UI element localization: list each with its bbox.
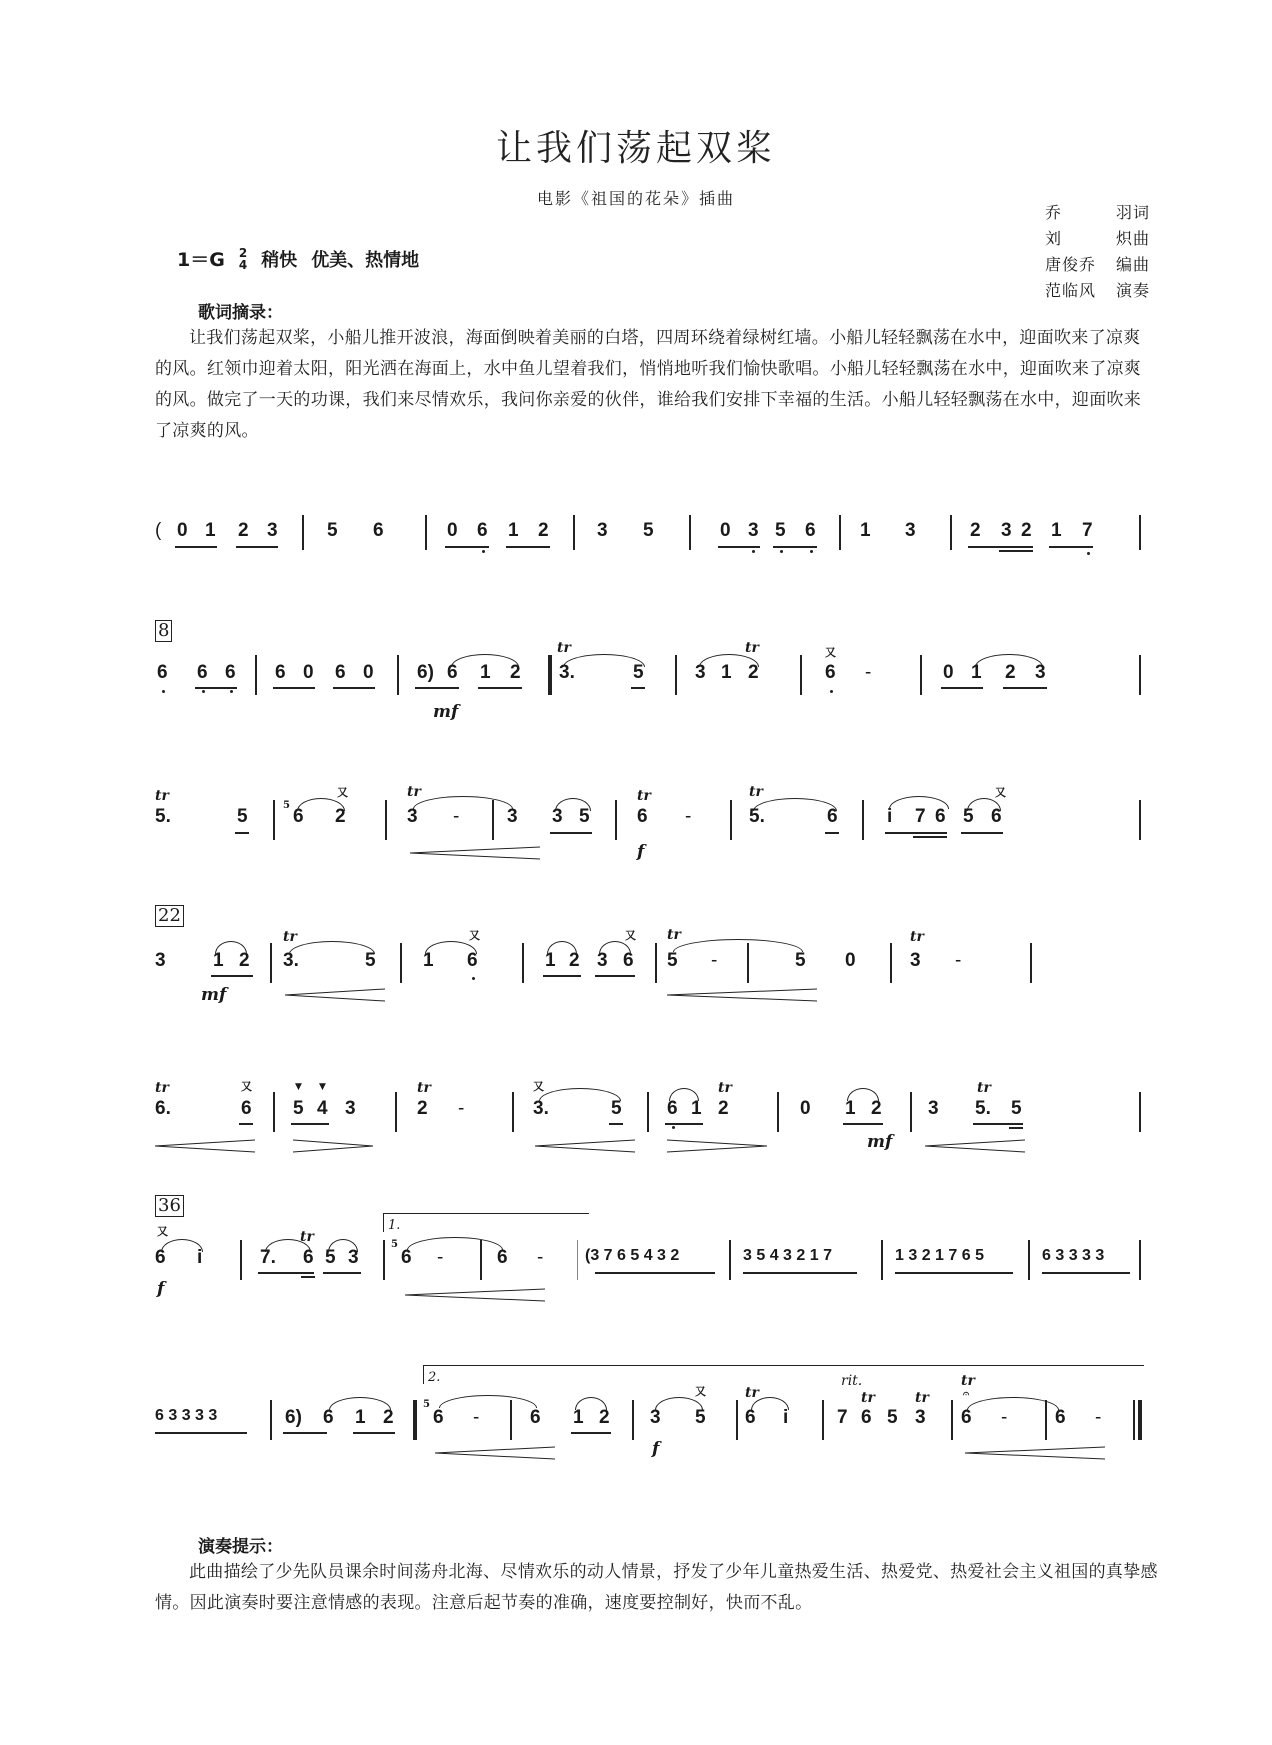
barline <box>492 800 494 840</box>
crescendo-hairpin <box>285 987 385 1006</box>
barline <box>615 800 617 840</box>
note: 3 <box>928 1098 939 1119</box>
barline <box>270 943 272 983</box>
tips-text: 此曲描绘了少先队员课余时间荡舟北海、尽情欢乐的动人情景，抒发了少年儿童热爱生活、热爱党、热爱社会主义祖国的真挚感情。因此演奏时要注意情感的表现。注意后起节奏的准确，速度要控制好，快而不乱。 <box>155 1562 1158 1613</box>
trill-mark: tr <box>910 929 924 945</box>
paren-open: ( <box>155 520 162 541</box>
note: 6 <box>991 806 1002 827</box>
barline <box>385 800 387 840</box>
barline <box>383 1240 385 1280</box>
note: 1 <box>573 1407 584 1428</box>
tempo-mark: 稍快 <box>261 249 298 271</box>
note: i <box>197 1247 203 1268</box>
note: 3 <box>597 520 608 541</box>
note: 2 <box>748 662 759 683</box>
barline <box>647 1092 649 1132</box>
barline <box>1028 1240 1030 1280</box>
barline <box>777 1092 779 1132</box>
crescendo-hairpin <box>405 1287 545 1306</box>
underline <box>1049 546 1093 548</box>
credits <box>1045 200 1150 304</box>
barline <box>1139 515 1141 550</box>
barline <box>240 1240 242 1280</box>
dash: - <box>473 1407 480 1428</box>
note: 5 <box>237 806 248 827</box>
measure-number: 22 <box>155 905 184 927</box>
note: 6 <box>623 950 634 971</box>
note: 6 <box>467 950 478 971</box>
note: 6) <box>285 1407 302 1428</box>
note: 6 <box>401 1247 412 1268</box>
note: 1 <box>545 950 556 971</box>
note: 6 <box>961 1407 972 1428</box>
trill-mark: tr <box>283 929 297 945</box>
score-line-2 <box>155 620 1145 740</box>
measure-number: 8 <box>155 620 172 642</box>
note: 6 <box>667 1098 678 1119</box>
dash: - <box>437 1247 444 1268</box>
crescendo-hairpin <box>925 1138 1025 1157</box>
dash: - <box>458 1098 465 1119</box>
dash: - <box>865 662 872 683</box>
key-tonic: 1＝G <box>177 249 225 271</box>
barline <box>632 1400 634 1440</box>
score-line-1 <box>155 510 1145 630</box>
note: 2 <box>970 520 981 541</box>
note: 6) <box>417 662 434 683</box>
note: 5 <box>643 520 654 541</box>
note: 3 <box>597 950 608 971</box>
note: 7 <box>837 1407 848 1428</box>
trill-mark: tr <box>155 1080 169 1096</box>
tips-heading: 演奏提示： <box>198 1537 283 1557</box>
underline <box>175 546 217 548</box>
barline <box>920 655 922 695</box>
note: 5 <box>1011 1098 1022 1119</box>
barline <box>730 800 732 840</box>
note: 0 <box>943 662 954 683</box>
note: 6 <box>323 1407 334 1428</box>
note: 0 <box>303 662 314 683</box>
fermata-icon: 𝄐 <box>963 1387 970 1400</box>
barline <box>512 1092 514 1132</box>
note: 5 <box>293 1098 304 1119</box>
trill-mark: tr <box>977 1080 991 1096</box>
repeat-start <box>548 655 552 695</box>
dash: - <box>537 1247 544 1268</box>
note: 6 <box>1055 1407 1066 1428</box>
dynamic-f: f <box>157 1279 165 1299</box>
note: 5 <box>795 950 806 971</box>
note: 5 <box>963 806 974 827</box>
trill-mark: tr <box>718 1080 732 1096</box>
barline <box>395 1092 397 1132</box>
ritardando-mark: rit. <box>841 1373 863 1389</box>
note: 3 <box>650 1407 661 1428</box>
barline <box>822 1400 824 1440</box>
barline <box>800 655 802 695</box>
barline <box>273 800 275 840</box>
barline <box>1045 1400 1047 1440</box>
note: 5 <box>775 520 786 541</box>
barline <box>881 1240 883 1280</box>
score-line-6 <box>155 1195 1145 1315</box>
barline <box>862 800 864 840</box>
barline <box>890 943 892 983</box>
note: 0 <box>363 662 374 683</box>
note: 6 <box>447 662 458 683</box>
vibrato-mark: 又 <box>695 1385 706 1398</box>
trill-mark: tr <box>961 1373 975 1389</box>
barline <box>729 1240 731 1280</box>
note: 1 <box>205 520 216 541</box>
note-group: 1 3 2 1 7 6 5 <box>895 1247 984 1264</box>
note: 6 <box>241 1098 252 1119</box>
note: 5. <box>749 806 765 827</box>
note: 1 <box>845 1098 856 1119</box>
note-group: 3 5 4 3 2 1 7 <box>743 1247 832 1264</box>
note: 6 <box>157 662 168 683</box>
note: 3. <box>559 662 575 683</box>
trill-mark: tr <box>667 927 681 943</box>
credit-performer: 范临风 演奏 <box>1045 281 1150 300</box>
note: 3 <box>748 520 759 541</box>
trill-mark: tr <box>915 1390 929 1406</box>
barline <box>689 515 691 550</box>
barline <box>747 943 749 983</box>
note: 0 <box>720 520 731 541</box>
note: 7. <box>260 1247 276 1268</box>
note: 0 <box>845 950 856 971</box>
note: 5 <box>579 806 590 827</box>
trill-mark: tr <box>407 784 421 800</box>
barline <box>1139 1092 1141 1132</box>
key-signature <box>177 245 419 272</box>
note: 1 <box>860 520 871 541</box>
barline <box>1139 800 1141 840</box>
note: 2 <box>417 1098 428 1119</box>
note: 7 <box>915 806 926 827</box>
note: 3 <box>507 806 518 827</box>
note-group: 6 3 3 3 3 <box>155 1407 218 1424</box>
note: 6 <box>637 806 648 827</box>
grace-note: 5 <box>423 1399 430 1410</box>
note: 0 <box>447 520 458 541</box>
barline <box>950 515 952 550</box>
note: 5 <box>695 1407 706 1428</box>
note: 4 <box>317 1098 328 1119</box>
note: i <box>783 1407 789 1428</box>
note: 3 <box>905 520 916 541</box>
note: 5 <box>365 950 376 971</box>
note: 6 <box>805 520 816 541</box>
note: i <box>887 806 893 827</box>
note: 6 <box>433 1407 444 1428</box>
note: 3. <box>283 950 299 971</box>
note: 5. <box>155 806 171 827</box>
barline <box>400 943 402 983</box>
note: 5 <box>887 1407 898 1428</box>
vibrato-mark: 又 <box>469 929 480 942</box>
note: 2 <box>335 806 346 827</box>
note: 6 <box>155 1247 166 1268</box>
note: 6 <box>225 662 236 683</box>
note: 3 <box>1035 662 1046 683</box>
note: 1 <box>691 1098 702 1119</box>
note-group: (3 7 6 5 4 3 2 <box>585 1247 680 1264</box>
note: 2 <box>1005 662 1016 683</box>
crescendo-hairpin <box>667 987 817 1006</box>
barline <box>736 1400 738 1440</box>
note: 6 <box>935 806 946 827</box>
trill-mark: tr <box>557 640 571 656</box>
barline <box>573 515 575 550</box>
credit-composer: 刘 炽曲 <box>1045 229 1150 248</box>
dash: - <box>1095 1407 1102 1428</box>
crescendo-hairpin <box>410 845 540 864</box>
note: 6 <box>825 662 836 683</box>
barline <box>270 1400 272 1440</box>
note: 5 <box>325 1247 336 1268</box>
barline <box>1030 943 1032 983</box>
note: 6 <box>745 1407 756 1428</box>
crescendo-hairpin <box>435 1445 555 1464</box>
note: 1 <box>480 662 491 683</box>
note: 2 <box>1021 520 1032 541</box>
dynamic-mf: mf <box>433 702 459 722</box>
note: 1 <box>971 662 982 683</box>
note: 1 <box>213 950 224 971</box>
barline <box>510 1400 512 1440</box>
barline <box>910 1092 912 1132</box>
note: 7 <box>1082 520 1093 541</box>
barline <box>302 515 304 550</box>
note: 3 <box>155 950 166 971</box>
note: 1 <box>508 520 519 541</box>
note: 2 <box>538 520 549 541</box>
vibrato-mark: 又 <box>337 786 348 799</box>
note: 2 <box>569 950 580 971</box>
underline <box>506 546 550 548</box>
note: 3. <box>533 1098 549 1119</box>
dash: - <box>1001 1407 1008 1428</box>
crescendo-hairpin <box>965 1445 1105 1464</box>
vibrato-mark: 又 <box>995 786 1006 799</box>
expression-mark: 优美、热情地 <box>311 249 420 271</box>
note: 6 <box>197 662 208 683</box>
note: 6 <box>497 1247 508 1268</box>
barline <box>522 943 524 983</box>
dash: - <box>955 950 962 971</box>
dynamic-f: f <box>652 1439 660 1459</box>
note: 6. <box>155 1098 171 1119</box>
note: 6 <box>303 1247 314 1268</box>
vibrato-mark: 又 <box>533 1080 544 1093</box>
note: 2 <box>239 950 250 971</box>
vibrato-mark: 又 <box>157 1225 168 1238</box>
note-group: 6 3 3 3 3 <box>1042 1247 1105 1264</box>
grace-note: 5 <box>283 800 290 811</box>
grace-note: 5 <box>391 1239 398 1250</box>
trill-mark: tr <box>749 784 763 800</box>
dash: - <box>453 806 460 827</box>
note: 5 <box>611 1098 622 1119</box>
note: 2 <box>238 520 249 541</box>
final-barline-thick <box>1138 1400 1142 1440</box>
note: 2 <box>599 1407 610 1428</box>
barline <box>397 655 399 695</box>
note: 3 <box>407 806 418 827</box>
note: 2 <box>871 1098 882 1119</box>
crescendo-hairpin <box>535 1138 635 1157</box>
note: 2 <box>383 1407 394 1428</box>
note: 3 <box>267 520 278 541</box>
note: 3 <box>345 1098 356 1119</box>
dash: - <box>685 806 692 827</box>
credit-lyricist: 乔 羽词 <box>1045 203 1150 222</box>
underline <box>999 550 1033 552</box>
note: 6 <box>827 806 838 827</box>
song-title: 让我们荡起双桨 <box>495 128 776 169</box>
barline <box>577 1240 578 1280</box>
note: 6 <box>335 662 346 683</box>
note: 3 <box>1001 520 1012 541</box>
credit-arranger: 唐俊乔 编曲 <box>1045 255 1150 274</box>
dynamic-mf: mf <box>201 985 227 1005</box>
measure-number: 36 <box>155 1195 184 1217</box>
decrescendo-hairpin <box>667 1138 767 1157</box>
accent-mark: ▼ <box>319 1082 326 1092</box>
barline <box>425 515 427 550</box>
dash: - <box>711 950 718 971</box>
trill-mark: tr <box>300 1229 314 1245</box>
underline <box>773 546 817 548</box>
note: 3 <box>695 662 706 683</box>
repeat-end <box>413 1400 417 1440</box>
note: 2 <box>510 662 521 683</box>
barline <box>655 943 657 983</box>
score-line-7 <box>155 1345 1145 1465</box>
note: 2 <box>718 1098 729 1119</box>
score-line-4 <box>155 905 1145 1025</box>
song-subtitle: 电影《祖国的花朵》插曲 <box>536 189 735 208</box>
dynamic-mf: mf <box>867 1132 893 1152</box>
note: 3 <box>915 1407 926 1428</box>
trill-mark: tr <box>745 640 759 656</box>
note: 3 <box>552 806 563 827</box>
underline <box>718 546 760 548</box>
barline <box>839 515 841 550</box>
note: 5 <box>633 662 644 683</box>
accent-mark: ▼ <box>295 1082 302 1092</box>
note: 6 <box>293 806 304 827</box>
note: 6 <box>477 520 488 541</box>
note: 3 <box>910 950 921 971</box>
barline <box>951 1400 953 1440</box>
note: 6 <box>530 1407 541 1428</box>
note: 0 <box>800 1098 811 1119</box>
score-line-5 <box>155 1060 1145 1180</box>
note: 1 <box>423 950 434 971</box>
note: 1 <box>1051 520 1062 541</box>
trill-mark: tr <box>417 1080 431 1096</box>
barline <box>675 655 677 695</box>
dynamic-f: f <box>637 842 645 862</box>
trill-mark: tr <box>637 788 651 804</box>
barline <box>1139 655 1141 695</box>
note: 5 <box>667 950 678 971</box>
underline <box>236 546 278 548</box>
vibrato-mark: 又 <box>825 646 836 659</box>
volta-2: 2. <box>423 1365 1144 1384</box>
trill-mark: tr <box>155 788 169 804</box>
note: 1 <box>355 1407 366 1428</box>
score-line-3 <box>155 770 1145 890</box>
trill-mark: tr <box>745 1385 759 1401</box>
note: 1 <box>721 662 732 683</box>
trill-mark: tr <box>861 1390 875 1406</box>
final-barline-thin <box>1133 1400 1135 1440</box>
volta-1: 1. <box>383 1213 589 1232</box>
crescendo-hairpin <box>155 1138 255 1157</box>
vibrato-mark: 又 <box>625 929 636 942</box>
barline <box>273 1092 275 1132</box>
underline <box>445 546 489 548</box>
note: 0 <box>177 520 188 541</box>
note: 6 <box>275 662 286 683</box>
note: 6 <box>373 520 384 541</box>
time-signature: 2 4 <box>238 245 248 272</box>
note: 5 <box>327 520 338 541</box>
note: 3 <box>348 1247 359 1268</box>
barline <box>480 1240 482 1280</box>
vibrato-mark: 又 <box>241 1080 252 1093</box>
note: 5. <box>975 1098 991 1119</box>
decrescendo-hairpin <box>293 1138 373 1157</box>
lyrics-text: 让我们荡起双桨，小船儿推开波浪，海面倒映着美丽的白塔，四周环绕着绿树红墙。小船儿轻轻飘荡在水中，迎面吹来了凉爽的风。红领巾迎着太阳，阳光洒在海面上，水中鱼儿望着我们，悄悄地听我们愉快歌唱。小船儿轻轻飘荡在水中，迎面吹来了凉爽的风。做完了一天的功课，我们来尽情欢乐，我问你亲爱的伙伴，谁给我们安排下幸福的生活。小船儿轻轻飘荡在水中，迎面吹来了凉爽的风。 <box>155 328 1142 441</box>
lyrics-heading: 歌词摘录： <box>198 303 283 323</box>
barline <box>1139 1240 1141 1280</box>
note: 6 <box>861 1407 872 1428</box>
barline <box>255 655 257 695</box>
underline <box>968 546 1033 548</box>
